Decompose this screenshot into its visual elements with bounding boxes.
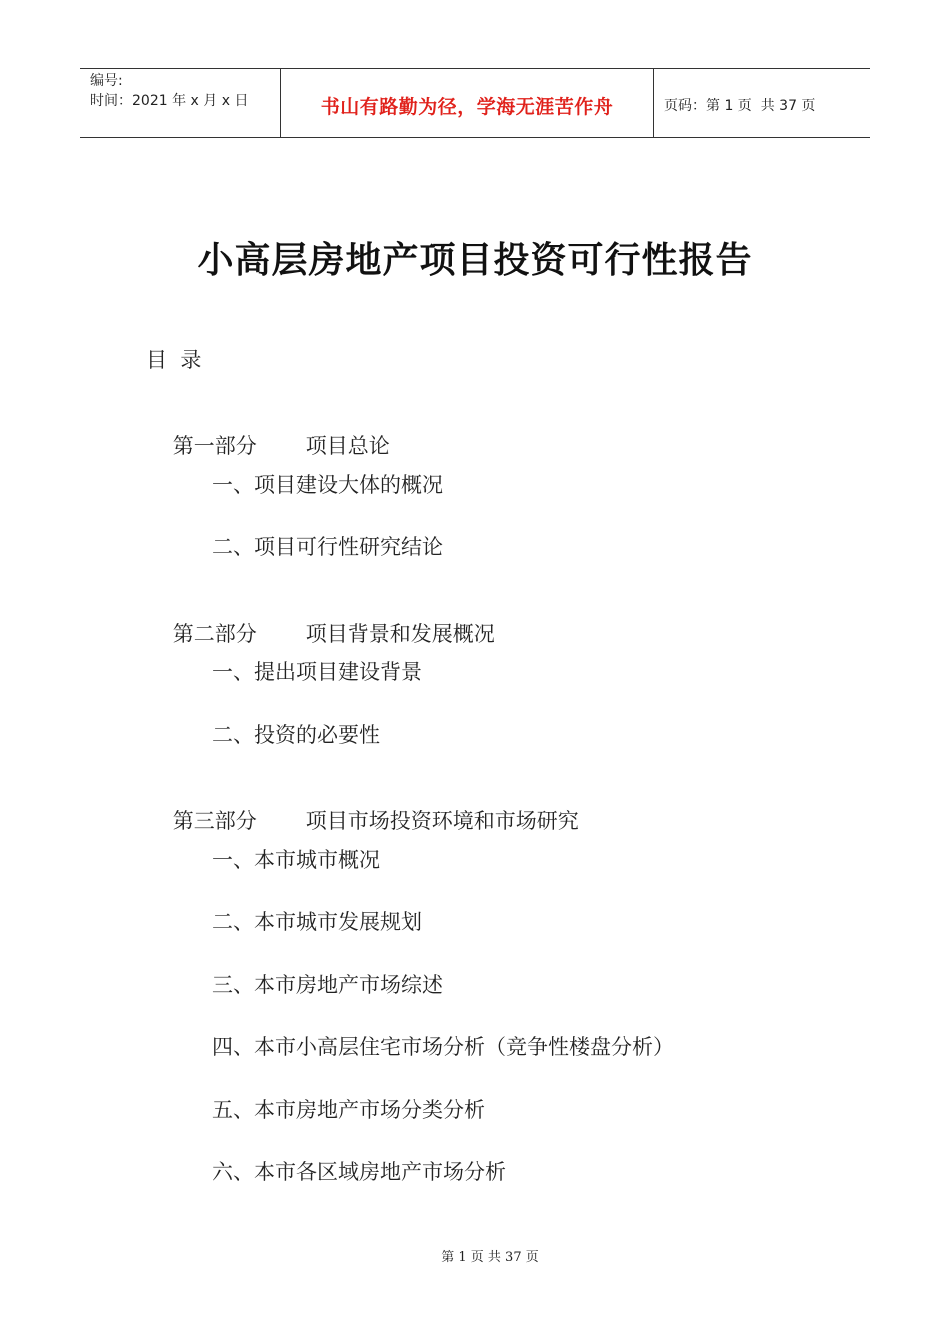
- header-page-info: 页码：第 1 页 共 37 页: [664, 98, 816, 114]
- document-time-label: 时间：2021 年 x 月 x 日: [90, 93, 249, 109]
- toc-item: 二、投资的必要性: [212, 723, 380, 747]
- toc-part-title: 项目市场投资环境和市场研究: [305, 809, 579, 833]
- toc-part-title: 项目总论: [305, 434, 390, 458]
- toc-item: 五、本市房地产市场分类分析: [212, 1098, 485, 1122]
- toc-item: 六、本市各区域房地产市场分析: [212, 1160, 506, 1184]
- header-motto: 书山有路勤为径，学海无涯苦作舟: [320, 95, 614, 118]
- toc-item: 三、本市房地产市场综述: [212, 973, 443, 997]
- toc-part-label: 第三部分: [172, 809, 257, 833]
- toc-part-title: 项目背景和发展概况: [305, 622, 495, 646]
- toc-part-label: 第二部分: [172, 622, 257, 646]
- toc-item: 四、本市小高层住宅市场分析（竞争性楼盘分析）: [212, 1035, 674, 1059]
- document-title: 小高层房地产项目投资可行性报告: [197, 239, 753, 281]
- document-number-label: 编号:: [90, 73, 123, 89]
- toc-item: 二、本市城市发展规划: [212, 910, 422, 934]
- toc-item: 一、提出项目建设背景: [212, 660, 422, 684]
- page-footer: 第 1 页 共 37 页: [441, 1250, 539, 1265]
- toc-item: 一、本市城市概况: [212, 848, 380, 872]
- toc-item: 一、项目建设大体的概况: [212, 473, 443, 497]
- toc-part-label: 第一部分: [172, 434, 257, 458]
- toc-heading: 目 录: [146, 348, 202, 372]
- toc-item: 二、项目可行性研究结论: [212, 535, 443, 559]
